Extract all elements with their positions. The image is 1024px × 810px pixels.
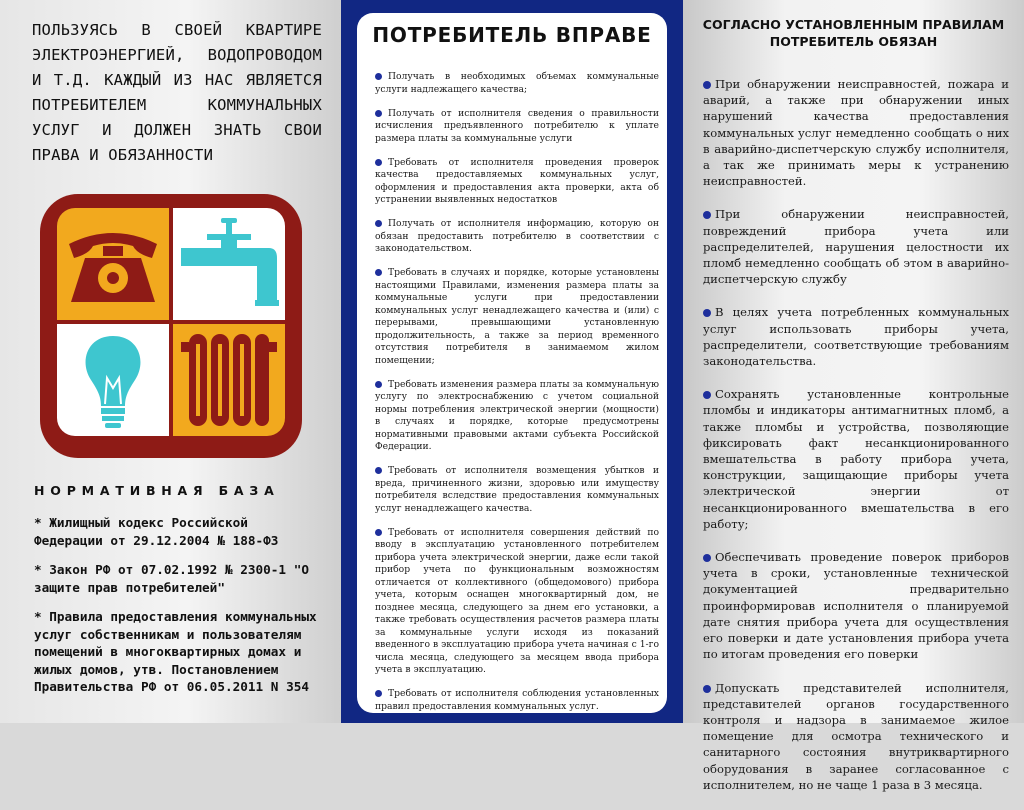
radiator-icon	[173, 324, 285, 436]
rights-item: Требовать от исполнителя проведения проверок качества предоставляемых коммунальных услуг, оформления и предоставления акта проверки, акта об устранении выявленных недостатков	[375, 156, 659, 205]
bullet-icon	[375, 467, 382, 474]
duties-item: Обеспечивать проведение поверок приборов учета в сроки, установленные технической документацией предварительно проинформировав исполнителя о планируемой дате снятия прибора учета для осуществления его поверки и дате установления прибора учета по итогам проведения его поверки	[703, 550, 1009, 662]
bullet-icon	[375, 159, 382, 166]
rights-item: Получать от исполнителя информацию, которую он обязан предоставить потребителю в соответствии с законодательством.	[375, 218, 659, 254]
duties-item: При обнаружении неисправностей, пожара и аварий, а также при обнаружении иных нарушений качества предоставления коммунальных услуг немедленно сообщать о них в аварийно-диспетчерскую службу исполнителя, а так же принимать меры к устранению неисправностей.	[703, 77, 1009, 189]
duties-item: В целях учета потребленных коммунальных услуг использовать приборы учета, распределители, соответствующие требованиям законодательства.	[703, 305, 1009, 369]
bullet-icon	[703, 81, 711, 89]
basis-item: * Закон РФ от 07.02.1992 № 2300-1 "О защите прав потребителей"	[34, 562, 309, 595]
logo-tile-bulb	[57, 324, 169, 436]
bullet-icon	[375, 529, 382, 536]
bullet-icon	[375, 110, 382, 117]
consumer-rights-card	[357, 13, 667, 713]
rights-item: Требовать в случаях и порядке, которые установлены настоящими Правилами, изменения размера платы за коммунальные услуги при предоставлении коммунальных услуг ненадлежащего качества и (или) с перерывами, превышающими установленную продолжительность, а также за период временного отсутствия потребителя в занимаемом жилом помещении;	[375, 267, 659, 366]
consumer-duties-list	[703, 76, 1009, 810]
duties-item: При обнаружении неисправностей, повреждений прибора учета или распределителей, нарушения целостности их пломб немедленно сообщать об этом в аварийно-диспетчерскую службу	[703, 207, 1009, 287]
utilities-logo	[40, 194, 302, 458]
logo-tile-radiator	[173, 324, 285, 436]
bullet-icon	[375, 73, 382, 80]
center-panel	[341, 0, 683, 723]
bullet-icon	[703, 685, 711, 693]
telephone-icon	[57, 208, 169, 320]
rights-item: Получать в необходимых объемах коммунальные услуги надлежащего качества;	[375, 71, 659, 95]
regulatory-basis-list	[34, 514, 320, 708]
duties-title-line-1: СОГЛАСНО УСТАНОВЛЕННЫМ ПРАВИЛАМ	[702, 17, 1005, 32]
bullet-icon	[375, 381, 382, 388]
consumer-duties-title	[693, 16, 1014, 50]
bullet-icon	[703, 391, 711, 399]
duties-item: Допускать представителей исполнителя, представителей органов государственного контроля и надзора в занимаемое жилое помещение для осмотра технического и санитарного состояния внутриквартирного оборудования в заранее согласованное с исполнителем, но не чаще 1 раза в 3 месяца.	[703, 680, 1009, 792]
rights-item: Требовать изменения размера платы за коммунальную услугу по электроснабжению с учетом социальной нормы потребления электрической энергии (мощности) в случаях и порядке, которые предусмотрены нормативными правовыми актами субъекта Российской Федерации.	[375, 378, 659, 452]
intro-text: ПОЛЬЗУЯСЬ В СВОЕЙ КВАРТИРЕ ЭЛЕКТРОЭНЕРГИЕЙ, ВОДОПРОВОДОМ И Т.Д. КАЖДЫЙ ИЗ НАС ЯВЛЯЕТСЯ ПОТРЕБИТЕЛЕМ КОММУНАЛЬНЫХ УСЛУГ И ДОЛЖЕН ЗНАТЬ СВОИ ПРАВА И ОБЯЗАННОСТИ	[32, 21, 322, 164]
bullet-icon	[375, 269, 382, 276]
bullet-icon	[703, 554, 711, 562]
consumer-rights-title: ПОТРЕБИТЕЛЬ ВПРАВЕ	[372, 23, 652, 47]
rights-item: Требовать от исполнителя возмещения убытков и вреда, причиненного жизни, здоровью или имуществу потребителя вследствие предоставления коммунальных услуг ненадлежащего качества.	[375, 465, 659, 514]
rights-item: Требовать от исполнителя совершения действий по вводу в эксплуатацию установленного потребителем прибора учета электрической энергии, даже если такой прибор учета по функциональным возможностям отличается от коллективного (общедомового) прибора учета, которым оснащен многоквартирный дом, не позднее месяца, следующего за днем его установки, а также требовать осуществления расчетов размера платы за коммунальные услуги исходя из показаний введенного в эксплуатацию прибора учета начиная с 1-го числа месяца, следующего за месяцем ввода прибора учета в эксплуатацию.	[375, 526, 659, 675]
regulatory-basis-title: НОРМАТИВНАЯ БАЗА	[34, 483, 280, 498]
bullet-icon	[703, 309, 711, 317]
basis-item: * Правила предоставления коммунальных услуг собственникам и пользователям помещений в многоквартирных домах и жилых домов, утв. Постановлением Правительства РФ от 06.05.2011 N 354	[34, 609, 317, 694]
consumer-rights-list	[375, 71, 659, 725]
faucet-icon	[173, 208, 285, 320]
logo-tile-phone	[57, 208, 169, 320]
duties-title-line-2: ПОТРЕБИТЕЛЬ ОБЯЗАН	[769, 34, 938, 49]
right-panel	[683, 0, 1024, 792]
logo-tile-faucet	[173, 208, 285, 320]
bullet-icon	[375, 690, 382, 697]
rights-item: Получать от исполнителя сведения о правильности исчисления предъявленного потребителю к уплате размера платы за коммунальные услуги	[375, 107, 659, 144]
light-bulb-icon	[57, 324, 169, 436]
bullet-icon	[703, 211, 711, 219]
left-panel	[0, 0, 341, 723]
basis-item: * Жилищный кодекс Российской Федерации от 29.12.2004 № 188-ФЗ	[34, 515, 279, 548]
bullet-icon	[375, 220, 382, 227]
rights-item: Требовать от исполнителя соблюдения установленных правил предоставления коммунальных услуг.	[375, 688, 659, 712]
duties-item: Сохранять установленные контрольные пломбы и индикаторы антимагнитных пломб, а также пломбы и устройства, позволяющие фиксировать факт несанкционированного вмешательства в работу прибора учета, конструкции, защищающие приборы учета электрической энергии от несанкционированного вмешательства в его работу;	[703, 387, 1009, 531]
